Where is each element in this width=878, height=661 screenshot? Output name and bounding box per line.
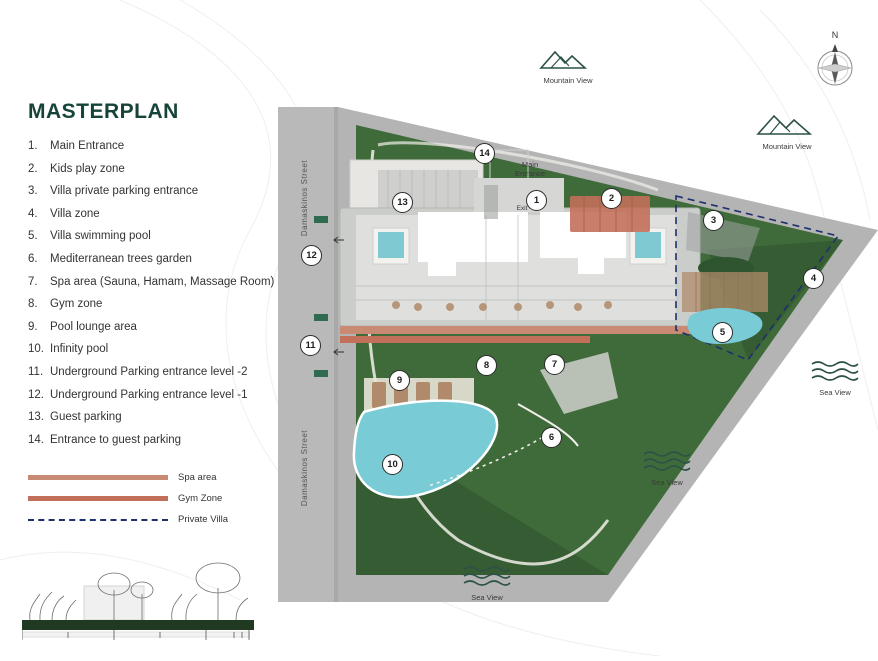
waves-icon [810, 360, 860, 382]
sea-view-caption: Sea View [651, 478, 683, 487]
mountain-view-caption: Mountain View [543, 76, 593, 85]
swatch-row-spa [28, 472, 258, 483]
spa-color-swatch [28, 475, 168, 480]
marker-11[interactable]: 11 [300, 335, 321, 356]
list-item [28, 366, 278, 379]
marker-5[interactable]: 5 [712, 322, 733, 343]
site-plan-map [278, 0, 878, 656]
swatch-row-gym [28, 493, 258, 504]
mountain-view-right [745, 112, 829, 151]
sea-view-caption: Sea View [819, 388, 851, 397]
page-title: MASTERPLAN [28, 100, 179, 123]
site-plan-drawing [278, 0, 878, 656]
gym-color-swatch [28, 496, 168, 501]
legend-number: 4. [28, 207, 38, 220]
legend-label: Underground Parking entrance level -2 [50, 366, 248, 379]
spa-band [340, 326, 700, 334]
legend-list [28, 140, 278, 447]
legend-label: Villa private parking entrance [50, 185, 199, 198]
sea-view-right [800, 360, 870, 397]
legend-number: 10. [28, 343, 44, 356]
legend-label: Mediterranean trees garden [50, 253, 192, 266]
legend-number: 6. [28, 253, 38, 266]
marker-4[interactable]: 4 [803, 268, 824, 289]
villa-dashed-swatch [28, 519, 168, 521]
legend-number: 1. [28, 140, 38, 152]
legend-label: Guest parking [50, 411, 122, 424]
legend-label: Underground Parking entrance level -1 [50, 388, 248, 401]
legend-panel [28, 100, 278, 457]
legend-number: 13. [28, 411, 44, 424]
list-item [28, 185, 278, 198]
legend-number: 7. [28, 275, 38, 288]
legend-label: Spa area (Sauna, Hamam, Massage Room) [50, 275, 275, 288]
legend-number: 8. [28, 298, 38, 311]
mountain-icon [539, 48, 597, 70]
legend-label: Infinity pool [50, 343, 109, 356]
waves-icon [462, 565, 512, 587]
mountain-icon [756, 112, 818, 136]
marker-2[interactable]: 2 [601, 188, 622, 209]
list-item [28, 298, 278, 311]
legend-label: Pool lounge area [50, 320, 137, 333]
gym-swatch-label: Gym Zone [178, 493, 223, 504]
exit-note: Exit [516, 205, 528, 212]
swatch-row-villa [28, 514, 258, 525]
legend-number: 12. [28, 388, 44, 401]
list-item [28, 321, 278, 334]
scale-bar [22, 630, 250, 640]
legend-number: 3. [28, 185, 38, 198]
sea-view-caption: Sea View [471, 593, 503, 602]
gym-band [340, 336, 590, 343]
villa-swatch-label: Private Villa [178, 514, 228, 525]
marker-10[interactable]: 10 [382, 454, 403, 475]
list-item [28, 163, 278, 176]
legend-number: 9. [28, 320, 38, 333]
mountain-view-top [528, 48, 608, 85]
marker-14[interactable]: 14 [474, 143, 495, 164]
list-item [28, 208, 278, 221]
legend-swatches [28, 472, 258, 535]
marker-8[interactable]: 8 [476, 355, 497, 376]
marker-12[interactable]: 12 [301, 245, 322, 266]
legend-number: 2. [28, 162, 38, 175]
list-item [28, 389, 278, 402]
compass-rose [808, 30, 862, 90]
marker-13[interactable]: 13 [392, 192, 413, 213]
list-item [28, 434, 278, 447]
legend-number: 11. [28, 366, 44, 379]
legend-label: Villa zone [50, 207, 100, 220]
spa-swatch-label: Spa area [178, 472, 217, 483]
legend-label: Kids play zone [50, 162, 125, 175]
marker-3[interactable]: 3 [703, 210, 724, 231]
compass-north-label: N [831, 30, 839, 40]
legend-label: Main Entrance [50, 140, 125, 152]
street-label-upper: Damaskinos Street [300, 160, 309, 237]
main-entrance-note: Main Entrance [514, 160, 546, 179]
marker-6[interactable]: 6 [541, 427, 562, 448]
legend-number: 5. [28, 230, 38, 243]
list-item [28, 343, 278, 356]
legend-label: Entrance to guest parking [50, 433, 182, 446]
waves-icon [642, 450, 692, 472]
marker-7[interactable]: 7 [544, 354, 565, 375]
legend-label: Gym zone [50, 298, 103, 311]
list-item [28, 140, 278, 153]
marker-1[interactable]: 1 [526, 190, 547, 211]
sea-view-bottom [452, 565, 522, 602]
list-item [28, 411, 278, 424]
legend-label: Villa swimming pool [50, 230, 151, 243]
list-item [28, 253, 278, 266]
legend-number: 14. [28, 433, 44, 446]
marker-9[interactable]: 9 [389, 370, 410, 391]
mountain-view-caption: Mountain View [762, 142, 812, 151]
list-item [28, 276, 278, 289]
street-label-lower: Damaskinos Street [300, 430, 309, 507]
list-item [28, 230, 278, 243]
sea-view-center [632, 450, 702, 487]
